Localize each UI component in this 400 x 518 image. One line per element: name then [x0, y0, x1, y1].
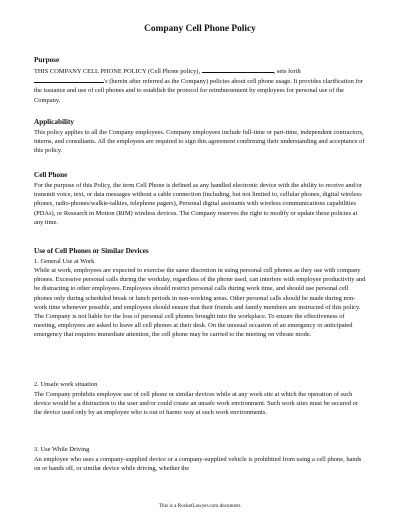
unsafe-work-title: 2. Unsafe work situation — [34, 381, 98, 388]
purpose-paragraph — [34, 66, 366, 105]
page-title: Company Cell Phone Policy — [144, 24, 256, 34]
driving-paragraph: An employee who uses a company-supplied device or a company-supplied vehicle is prohibited from using a cell phone, hands on or hands off, or similar device while driving, whether the — [34, 456, 362, 473]
purpose-text-after: 's (herein after referred as the Company) policies about cell phone usage. It provides clarification for the issuance and use of cell phones and to establish the protocol for reimbursement by employees for personal use of the Company. — [34, 78, 363, 104]
applicability-paragraph: This policy applies to all the Company employees. Company employees include full-time or part-time, independent contractors, interns, and consultants. All the employees are required to sign this agreement confirming their understanding and acceptance of this policy. — [34, 129, 365, 155]
purpose-text-before: THIS COMPANY CELL PHONE POLICY (Cell Phone policy), — [34, 68, 202, 75]
purpose-heading: Purpose — [34, 56, 60, 64]
driving-title: 3. Use While Driving — [34, 446, 90, 453]
page-footer: This is a RocketLawyer.com document. — [158, 503, 242, 509]
blank-line — [34, 76, 104, 83]
general-use-title: 1. General Use at Work — [34, 258, 95, 265]
cell-phone-paragraph: For the purpose of this Policy, the term Cell Phone is defined as any handled electronic device with the ability to receive and/or transmit voice, text, or data messages without a cable connection (including, but not limited to, cellular phones, digital wireless phones, radio-phones/walkie-talkies, telephone pagers), Personal digital assistants with wireless communications capabilities (PDAs), or Research in Motion (RIM) wireless devices. The Company reserves the right to modify or update these policies at any time. — [34, 182, 362, 226]
blank-line — [202, 66, 274, 73]
applicability-heading: Applicability — [34, 118, 74, 126]
use-heading: Use of Cell Phones or Similar Devices — [34, 247, 149, 255]
cell-phone-heading: Cell Phone — [34, 171, 68, 179]
unsafe-work-paragraph: The Company prohibits employee use of cell phone or similar devices while at any work site at which the operation of such device would be a distraction to the user and/or could create an unsafe work environment. Such work sites must be secured or the device used only by an employee who is out of harms way at such work environments. — [34, 391, 358, 417]
general-use-paragraph: While at work, employees are expected to exercise the same discretion in using personal cell phones as they use with company phones. Excessive personal calls during the workday, regardless of the phone used, can interfere with employee productivity and be distracting to other employees. Employees should restrict personal calls during work time, and should use personal cell phones only during scheduled break or lunch periods in non-working areas. Other personal calls should be made during non-work time whenever possible, and employees should ensure that their friends and family members are instructed of this policy. The Company is not liable for the loss of personal cell phones brought into the workplace. To ensure the effectiveness of meeting, employees are asked to leave all cell phones at their desk. On the unusual occasion of an emergency or anticipated emergency that requires immediate attention, the cell phone may be carried to the meeting on vibrate mode. — [34, 267, 366, 339]
purpose-text-mid: , sets forth — [273, 68, 301, 75]
